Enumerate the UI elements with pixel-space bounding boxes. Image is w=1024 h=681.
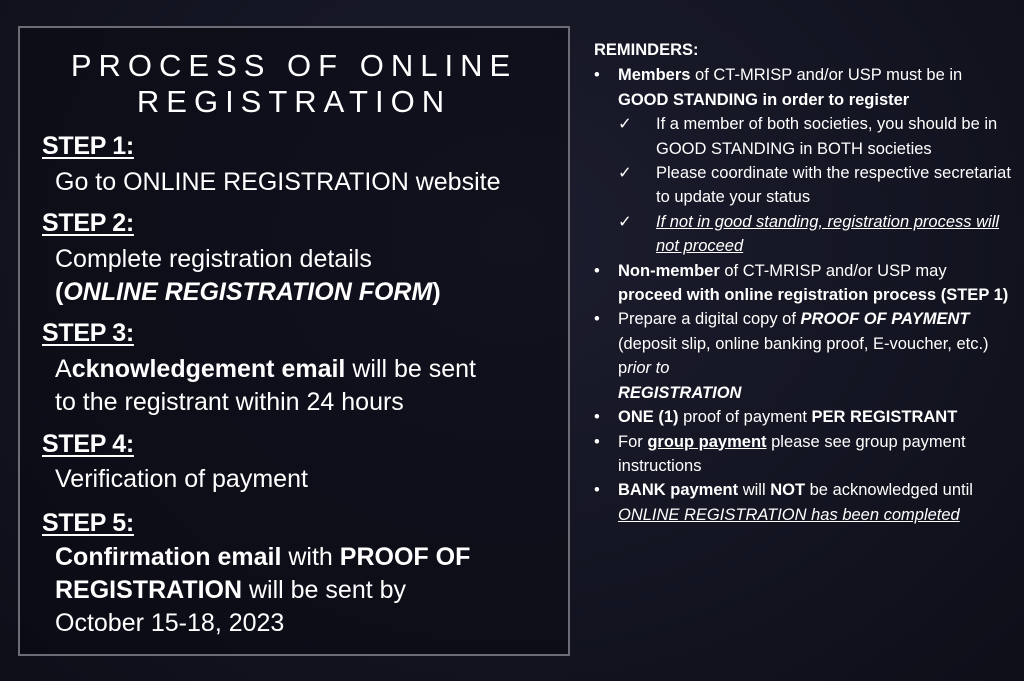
step-1-text: Go to ONLINE REGISTRATION website <box>55 168 501 196</box>
step-2-line-2: (ONLINE REGISTRATION FORM) <box>55 278 441 306</box>
bullet-icon: • <box>594 66 600 85</box>
bullet-icon: • <box>594 261 600 280</box>
step-5-text <box>55 541 470 640</box>
bullet-icon: • <box>594 481 600 500</box>
step-2-text <box>55 243 441 309</box>
panel-title <box>20 48 568 120</box>
check-icon: ✓ <box>618 164 632 183</box>
step-4-text: Verification of payment <box>55 465 308 493</box>
step-4-heading: STEP 4: <box>42 430 134 458</box>
step-3-line-2: to the registrant within 24 hours <box>55 388 404 416</box>
title-line-1: PROCESS OF ONLINE <box>70 48 518 83</box>
step-5-line-2: REGISTRATION will be sent by <box>55 576 407 604</box>
reminder-bank-payment: • BANK payment will NOT be acknowledged until ONLINE REGISTRATION has been completed <box>594 478 1014 527</box>
online-registration-form-text: ONLINE REGISTRATION FORM <box>63 278 433 306</box>
step-1-heading: STEP 1: <box>42 132 134 160</box>
bullet-icon: • <box>594 408 600 427</box>
check-icon: ✓ <box>618 212 632 231</box>
bullet-icon: • <box>594 310 600 329</box>
reminder-one-proof: • ONE (1) proof of payment PER REGISTRANT <box>594 405 1014 429</box>
step-2-heading: STEP 2: <box>42 209 134 237</box>
step-5-heading: STEP 5: <box>42 509 134 537</box>
step-3-heading: STEP 3: <box>42 319 134 347</box>
step-5-line-3: October 15-18, 2023 <box>55 609 285 637</box>
reminders-title: REMINDERS: <box>594 41 699 59</box>
step-2-line-1: Complete registration details <box>55 245 372 273</box>
step-3-line-1: Acknowledgement email will be sent <box>55 355 477 383</box>
reminder-sub-coordinate: ✓ Please coordinate with the respective secretariat to update your status <box>594 161 1014 210</box>
reminder-sub-both-societies: ✓ If a member of both societies, you should be in GOOD STANDING in BOTH societies <box>594 112 1014 161</box>
reminders-panel <box>594 38 1014 527</box>
check-icon: ✓ <box>618 115 632 134</box>
reminder-proof-of-payment: • Prepare a digital copy of PROOF OF PAYMENT (deposit slip, online banking proof, E-voucher, etc.) prior to REGISTRATION <box>594 307 1014 405</box>
bullet-icon: • <box>594 432 600 451</box>
step-5-line-1: Confirmation email with PROOF OF <box>55 543 471 571</box>
reminder-members: • Members of CT-MRISP and/or USP must be in GOOD STANDING in order to register <box>594 63 1014 112</box>
reminder-group-payment: • For group payment please see group payment instructions <box>594 430 1014 479</box>
title-line-2: REGISTRATION <box>136 84 452 119</box>
reminder-sub-not-good-standing: ✓ If not in good standing, registration process will not proceed <box>594 210 1014 259</box>
reminder-non-member: • Non-member of CT-MRISP and/or USP may proceed with online registration process (STEP 1) <box>594 259 1014 308</box>
step-3-text <box>55 353 476 419</box>
group-payment-text: group payment <box>647 432 767 451</box>
process-panel <box>18 26 570 656</box>
